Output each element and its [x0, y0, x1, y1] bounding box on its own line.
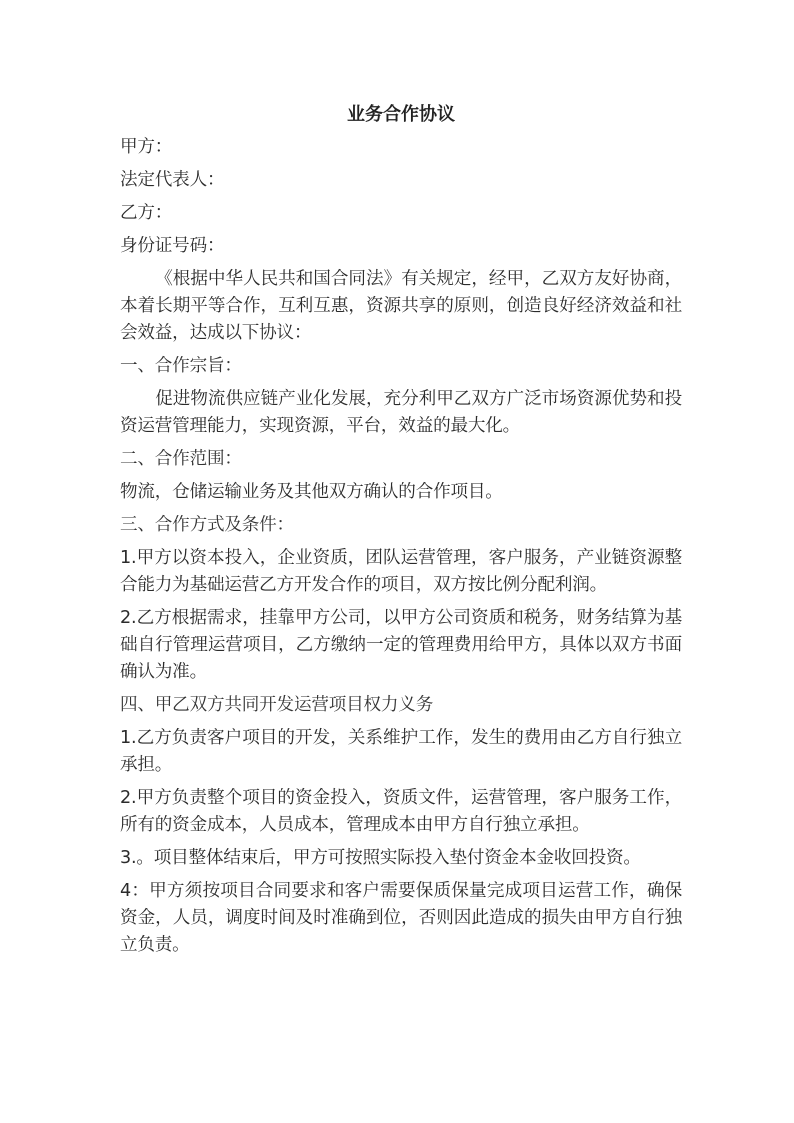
legal-representative-field: 法定代表人：	[120, 170, 225, 190]
document-title: 业务合作协议	[347, 104, 455, 125]
section-4-clause-1: 1.乙方负责客户项目的开发，关系维护工作，发生的费用由乙方自行独立承担。	[120, 728, 682, 775]
party-a-field: 甲方：	[120, 137, 173, 157]
section-4-clause-3: 3.。项目整体结束后，甲方可按照实际投入垫付资金本金收回投资。	[120, 848, 641, 868]
section-2-paragraph: 物流，仓储运输业务及其他双方确认的合作项目。	[120, 482, 503, 502]
section-4-clause-2: 2.甲方负责整个项目的资金投入，资质文件，运营管理，客户服务工作，所有的资金成本，人员成本，管理成本由甲方自行独立承担。	[120, 788, 682, 835]
id-number-field: 身份证号码：	[120, 236, 225, 256]
preamble-paragraph: 《根据中华人民共和国合同法》有关规定，经甲，乙双方友好协商，本着长期平等合作，互利互惠，资源共享的原则，创造良好经济效益和社会效益，达成以下协议：	[120, 269, 682, 343]
section-3-clause-1: 1.甲方以资本投入，企业资质，团队运营管理，客户服务，产业链资源整合能力为基础运营乙方开发合作的项目，双方按比例分配利润。	[120, 548, 682, 595]
section-3-heading: 三、合作方式及条件：	[120, 515, 294, 535]
section-2-heading: 二、合作范围：	[120, 449, 242, 469]
section-1-heading: 一、合作宗旨：	[120, 356, 242, 376]
section-1-paragraph: 促进物流供应链产业化发展，充分利甲乙双方广泛市场资源优势和投资运营管理能力，实现资源，平台，效益的最大化。	[120, 389, 682, 436]
document-page	[120, 100, 682, 965]
section-4-clause-4: 4：甲方须按项目合同要求和客户需要保质保量完成项目运营工作，确保资金，人员，调度时间及时准确到位，否则因此造成的损失由甲方自行独立负责。	[120, 881, 682, 955]
section-4-heading: 四、甲乙双方共同开发运营项目权力义务	[120, 695, 434, 715]
section-3-clause-2: 2.乙方根据需求，挂靠甲方公司，以甲方公司资质和税务，财务结算为基础自行管理运营项目，乙方缴纳一定的管理费用给甲方，具体以双方书面确认为准。	[120, 608, 682, 682]
party-b-field: 乙方：	[120, 203, 173, 223]
